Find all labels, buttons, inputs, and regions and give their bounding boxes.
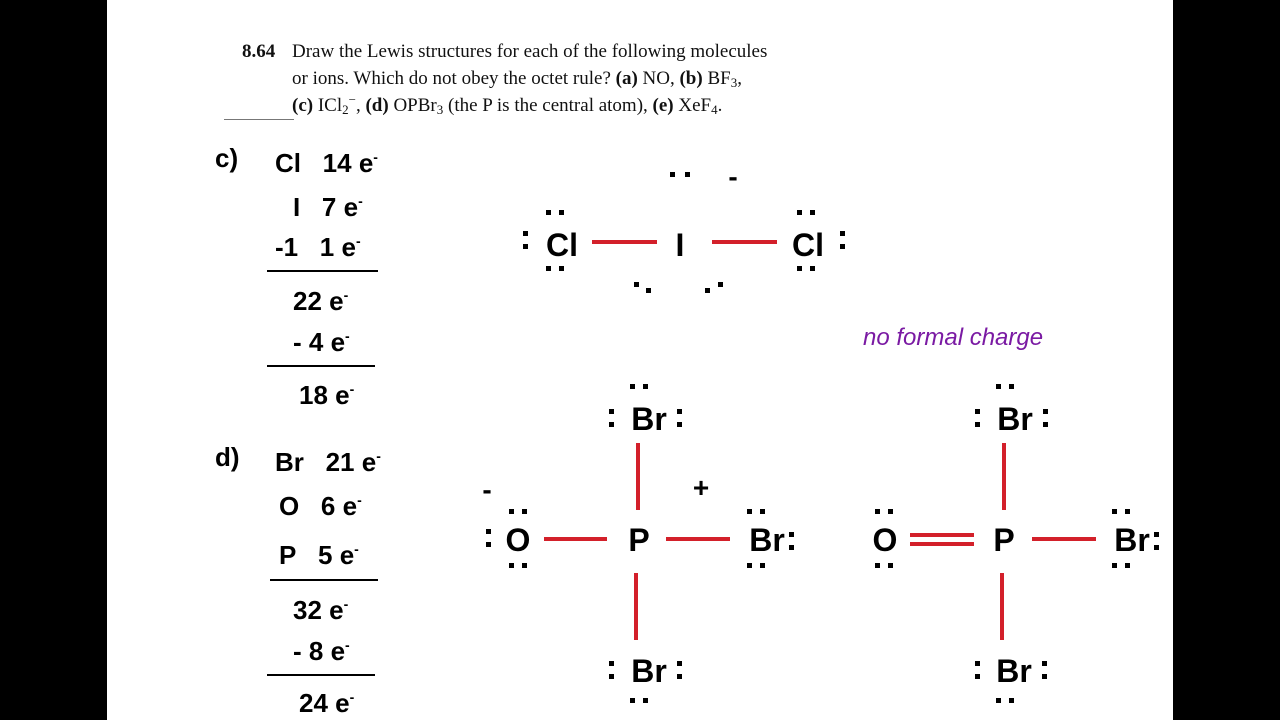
part-d-label: d) [215,442,240,472]
part-d-row-1: Br 21 e- [275,447,381,477]
part-c-row-2: I 7 e- [293,192,363,222]
atom-br-top-2: Br [997,401,1033,437]
lewis-structures [107,0,1173,720]
part-c-sum: 22 e- [293,286,349,316]
atom-p-center: P [628,522,650,558]
charge-plus-p: + [692,472,710,503]
atom-br-bottom: Br [631,653,667,689]
part-c-label: c) [215,143,239,173]
problem-line-1: Draw the Lewis structures for each of the following molecules [292,41,768,62]
atom-o-left-2: O [872,522,898,558]
part-c-result: 18 e- [299,380,355,410]
lewis-structure-opbr3-charged [482,384,794,703]
part-d-sum: 32 e- [293,595,349,625]
part-d-bond-electrons: - 8 e- [293,636,350,666]
atom-br-right: Br [749,522,785,558]
atom-p-center-2: P [993,522,1015,558]
part-d-result: 24 e- [299,688,355,718]
part-d-row-3: P 5 e- [279,540,359,570]
part-d-row-2: O 6 e- [279,491,362,521]
atom-cl-right: Cl [792,227,824,263]
atom-o-left: O [505,522,531,558]
charge-minus-icl2: - [728,161,738,192]
problem-number: 8.64 [242,41,276,62]
atom-br-top: Br [631,401,667,437]
part-c-row-1: Cl 14 e- [275,148,378,178]
lewis-structure-icl2 [523,161,845,293]
atom-cl-left: Cl [546,227,578,263]
problem-line-3: (c) ICl$_2$−, (d) OPBr$_3$ (the P is the central atom), (e) XeF$_4$. [292,92,723,117]
atom-br-right-2: Br [1114,522,1150,558]
part-c-row-3: -1 1 e- [275,232,361,262]
part-c-bond-electrons: - 4 e- [293,327,350,357]
problem-line-2: or ions. Which do not obey the octet rule? (a) NO, (b) $BF_3$, [292,68,742,90]
no-formal-charge-note: no formal charge [863,324,1044,351]
lewis-structure-opbr3-neutral [873,384,1159,703]
atom-br-bottom-2: Br [996,653,1032,689]
lecture-slide [107,0,1173,720]
charge-minus-o: - [482,474,492,505]
atom-i-center: I [675,227,685,263]
